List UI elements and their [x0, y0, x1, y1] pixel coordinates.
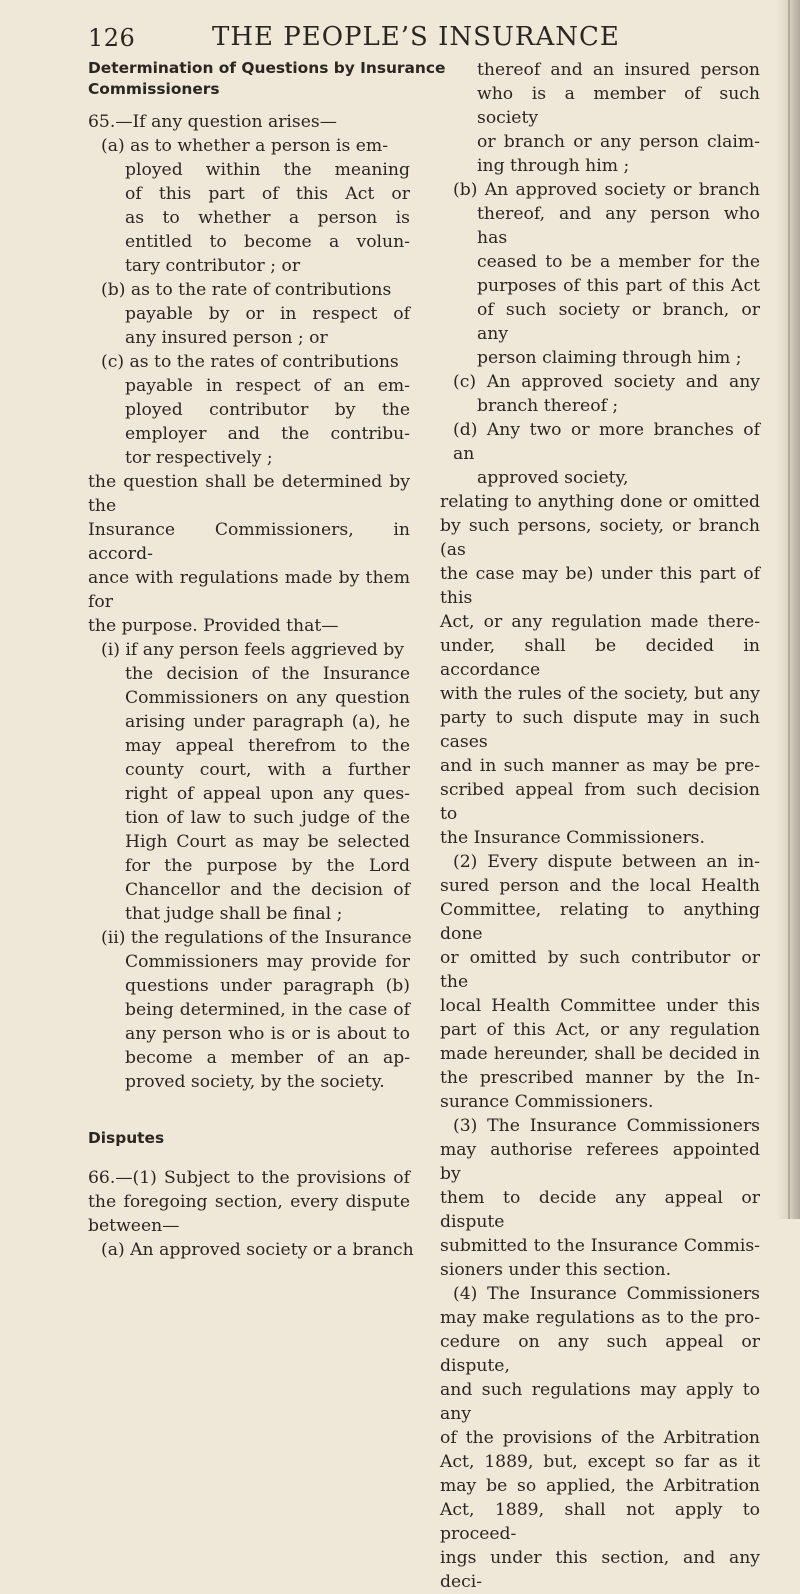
text-line: being determined, in the case of — [125, 1000, 410, 1020]
text-line: under, shall be decided in accordance — [440, 636, 760, 680]
text-line: person claiming through him ; — [477, 348, 742, 368]
text-line: thereof and an insured person — [477, 60, 760, 80]
text-line: or branch or any person claim- — [477, 132, 760, 152]
text-line: Act, 1889, shall not apply to proceed- — [440, 1500, 760, 1544]
text-line: ployed contributor by the — [125, 400, 410, 420]
text-line: (b) as to the rate of contributions — [101, 280, 392, 300]
text-line: that judge shall be final ; — [125, 904, 343, 924]
text-line: of the provisions of the Arbitration — [440, 1428, 760, 1448]
text-line: between— — [88, 1216, 180, 1236]
right-column — [440, 58, 760, 1594]
text-line: (a) An approved society or a branch — [101, 1240, 414, 1260]
text-line: ings under this section, and any deci- — [440, 1548, 760, 1592]
text-line: Committee, relating to anything done — [440, 900, 760, 944]
text-line: the prescribed manner by the In- — [440, 1068, 760, 1088]
text-line: 65.—If any question arises— — [88, 112, 337, 132]
text-line: purposes of this part of this Act — [477, 276, 760, 296]
left-column — [88, 58, 446, 1262]
text-line: as to whether a person is — [125, 208, 410, 228]
text-line: proved society, by the society. — [125, 1072, 385, 1092]
text-line: right of appeal upon any ques- — [125, 784, 410, 804]
text-line: (a) as to whether a person is em- — [101, 136, 389, 156]
text-line: and such regulations may apply to any — [440, 1380, 760, 1424]
page-edge-shadow — [776, 0, 800, 1219]
text-line: county court, with a further — [125, 760, 410, 780]
text-line: local Health Committee under this — [440, 996, 760, 1016]
text-line: any person who is or is about to — [125, 1024, 410, 1044]
text-line: approved society, — [477, 468, 629, 488]
text-line: payable by or in respect of — [125, 304, 410, 324]
text-line: the case may be) under this part of this — [440, 564, 760, 608]
text-line: thereof, and any person who has — [477, 204, 760, 248]
text-line: with the rules of the society, but any — [440, 684, 760, 704]
text-line: may be so applied, the Arbitration — [440, 1476, 760, 1496]
text-line: sioners under this section. — [440, 1260, 672, 1280]
text-line: (ii) the regulations of the Insurance — [101, 928, 412, 948]
heading-line: Determination of Questions by Insurance — [88, 59, 446, 77]
text-line: of this part of this Act or — [125, 184, 410, 204]
text-line: party to such dispute may in such cases — [440, 708, 760, 752]
text-line: may authorise referees appointed by — [440, 1140, 760, 1184]
text-line: them to decide any appeal or dispute — [440, 1188, 760, 1232]
text-line: part of this Act, or any regulation — [440, 1020, 760, 1040]
page-header — [88, 18, 708, 58]
text-line: submitted to the Insurance Commis- — [440, 1236, 760, 1256]
text-line: become a member of an ap- — [125, 1048, 410, 1068]
text-line: arising under paragraph (a), he — [125, 712, 410, 732]
text-line: the decision of the Insurance — [125, 664, 410, 684]
text-line: (c) An approved society and any — [453, 372, 760, 392]
text-line: Act, or any regulation made there- — [440, 612, 760, 632]
text-line: Chancellor and the decision of — [125, 880, 410, 900]
text-line: ceased to be a member for the — [477, 252, 760, 272]
text-line: may appeal therefrom to the — [125, 736, 410, 756]
text-line: sured person and the local Health — [440, 876, 760, 896]
text-line: by such persons, society, or branch (as — [440, 516, 760, 560]
text-line: tor respectively ; — [125, 448, 273, 468]
text-line: Act, 1889, but, except so far as it — [440, 1452, 760, 1472]
running-title: THE PEOPLE’S INSURANCE — [212, 22, 620, 52]
text-line: tary contributor ; or — [125, 256, 301, 276]
section-heading-disputes: Disputes — [88, 1129, 165, 1147]
text-line: relating to anything done or omitted — [440, 492, 760, 512]
text-line: who is a member of such society — [477, 84, 760, 128]
text-line: may make regulations as to the pro- — [440, 1308, 760, 1328]
text-line: 66.—(1) Subject to the provisions of — [88, 1168, 410, 1188]
heading-line: Commissioners — [88, 80, 220, 98]
text-line: Commissioners may provide for — [125, 952, 410, 972]
text-line: (2) Every dispute between an in- — [453, 852, 760, 872]
text-line: (i) if any person feels aggrieved by — [101, 640, 404, 660]
text-line: made hereunder, shall be decided in — [440, 1044, 760, 1064]
text-line: for the purpose by the Lord — [125, 856, 410, 876]
text-line: branch thereof ; — [477, 396, 619, 416]
text-line: the Insurance Commissioners. — [440, 828, 705, 848]
text-line: employer and the contribu- — [125, 424, 410, 444]
text-line: (b) An approved society or branch — [453, 180, 760, 200]
text-line: or omitted by such contributor or the — [440, 948, 760, 992]
page-number: 126 — [88, 24, 136, 52]
text-line: (d) Any two or more branches of an — [453, 420, 760, 464]
text-line: payable in respect of an em- — [125, 376, 410, 396]
text-line: Commissioners on any question — [125, 688, 410, 708]
text-line: any insured person ; or — [125, 328, 328, 348]
text-line: the question shall be determined by the — [88, 472, 410, 516]
text-line: Insurance Commissioners, in accord- — [88, 520, 410, 564]
text-line: questions under paragraph (b) — [125, 976, 410, 996]
text-line: High Court as may be selected — [125, 832, 410, 852]
section-heading-determination — [88, 58, 446, 100]
text-line: (4) The Insurance Commissioners — [453, 1284, 760, 1304]
text-line: surance Commissioners. — [440, 1092, 654, 1112]
text-line: (3) The Insurance Commissioners — [453, 1116, 760, 1136]
text-line: and in such manner as may be pre- — [440, 756, 760, 776]
text-line: (c) as to the rates of contributions — [101, 352, 399, 372]
text-line: scribed appeal from such decision to — [440, 780, 760, 824]
text-line: of such society or branch, or any — [477, 300, 760, 344]
text-line: entitled to become a volun- — [125, 232, 410, 252]
text-line: the purpose. Provided that— — [88, 616, 339, 636]
text-line: the foregoing section, every dispute — [88, 1192, 410, 1212]
text-line: tion of law to such judge of the — [125, 808, 410, 828]
text-line: ployed within the meaning — [125, 160, 410, 180]
text-line: cedure on any such appeal or dispute, — [440, 1332, 760, 1376]
text-line: ing through him ; — [477, 156, 630, 176]
text-line: ance with regulations made by them for — [88, 568, 410, 612]
